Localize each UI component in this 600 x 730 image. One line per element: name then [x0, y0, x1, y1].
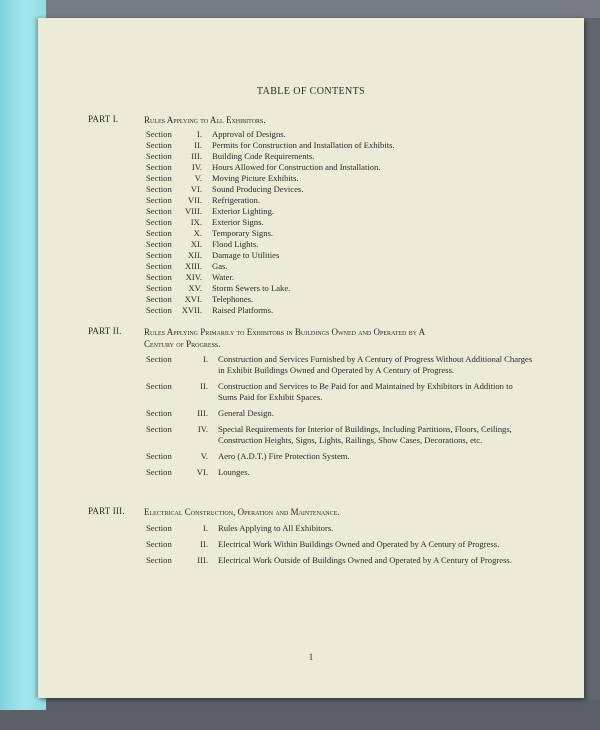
section-label: Section	[146, 217, 172, 227]
section-title: Electrical Work Within Buildings Owned and Operated by A Century of Progress.	[218, 539, 500, 549]
document-page	[38, 18, 584, 698]
toc-entry[interactable]	[146, 239, 395, 250]
part-2-title-line-2: Century of Progress.	[144, 339, 221, 349]
section-label: Section	[146, 140, 172, 150]
section-label: Section	[146, 272, 172, 282]
section-title: Gas.	[212, 261, 228, 271]
toc-entry[interactable]	[146, 305, 395, 316]
section-label: Section	[146, 354, 172, 364]
section-number: IV.	[197, 424, 208, 434]
backdrop-top	[0, 0, 600, 18]
section-title: Hours Allowed for Construction and Installation.	[212, 162, 381, 172]
part-2-title	[144, 326, 425, 350]
section-number: I.	[202, 354, 208, 364]
page-title: TABLE OF CONTENTS	[256, 86, 366, 97]
section-title: Flood Lights.	[212, 239, 259, 249]
section-label: Section	[146, 424, 172, 434]
section-label: Section	[146, 523, 172, 533]
section-title: Rules Applying to All Exhibitors.	[218, 523, 334, 533]
section-number: III.	[197, 555, 208, 565]
part-1-title: Rules Applying to All Exhibitors.	[144, 115, 266, 125]
toc-entry[interactable]	[146, 451, 566, 462]
section-title: Moving Picture Exhibits.	[212, 173, 299, 183]
section-number: XIV.	[185, 272, 202, 282]
part-2-number: PART II.	[88, 326, 122, 336]
section-title: Aero (A.D.T.) Fire Protection System.	[218, 451, 350, 461]
toc-entry[interactable]	[146, 184, 395, 195]
section-label: Section	[146, 539, 172, 549]
part-1-number: PART I.	[88, 114, 119, 124]
section-label: Section	[146, 173, 172, 183]
toc-entry[interactable]	[146, 173, 395, 184]
toc-entry[interactable]	[146, 294, 395, 305]
section-number: VI.	[190, 184, 202, 194]
toc-entry[interactable]	[146, 539, 566, 550]
section-label: Section	[146, 283, 172, 293]
toc-entry[interactable]	[146, 283, 395, 294]
section-title: Temporary Signs.	[212, 228, 273, 238]
section-title: Permits for Construction and Installation of Exhibits.	[212, 140, 395, 150]
section-number: V.	[194, 173, 202, 183]
toc-entry[interactable]	[146, 354, 566, 376]
section-number: XVI.	[184, 294, 202, 304]
toc-entry[interactable]	[146, 381, 566, 403]
section-label: Section	[146, 239, 172, 249]
section-label: Section	[146, 467, 172, 477]
section-number: V.	[200, 451, 208, 461]
toc-entry[interactable]	[146, 408, 566, 419]
section-label: Section	[146, 261, 172, 271]
section-label: Section	[146, 305, 172, 315]
toc-entry[interactable]	[146, 424, 566, 446]
backdrop-bottom	[0, 700, 600, 730]
part-1-heading	[88, 114, 266, 126]
section-title: Approval of Designs.	[212, 129, 286, 139]
section-number: X.	[193, 228, 202, 238]
section-number: III.	[191, 151, 202, 161]
part-3-number: PART III.	[88, 506, 125, 516]
page-number: 1	[308, 652, 314, 662]
section-number: II.	[200, 381, 208, 391]
section-title: Refrigeration.	[212, 195, 260, 205]
toc-entry[interactable]	[146, 217, 395, 228]
section-title: Damage to Utilities	[212, 250, 280, 260]
section-title: Construction and Services Furnished by A Century of Progress Without Additional Charges in Exhibit Buildings Owned and Operated by A Century of Progress.	[218, 354, 533, 375]
section-number: IV.	[191, 162, 202, 172]
section-title: Storm Sewers to Lake.	[212, 283, 291, 293]
section-number: VII.	[187, 195, 202, 205]
section-label: Section	[146, 184, 172, 194]
section-title: General Design.	[218, 408, 274, 418]
toc-entry[interactable]	[146, 467, 566, 478]
toc-entry[interactable]	[146, 250, 395, 261]
section-number: I.	[196, 129, 202, 139]
section-number: XVII.	[181, 305, 202, 315]
part-1-section-list	[146, 129, 395, 316]
toc-entry[interactable]	[146, 206, 395, 217]
section-title: Telephones.	[212, 294, 254, 304]
part-3-title: Electrical Construction, Operation and Maintenance.	[144, 507, 340, 517]
part-2-title-line-1: Rules Applying Primarily to Exhibitors in Buildings Owned and Operated by A	[144, 327, 426, 337]
part-3-heading	[88, 506, 340, 518]
section-title: Construction and Services to Be Paid for and Maintained by Exhibitors in Addition to Sums Paid for Exhibit Spaces.	[218, 381, 513, 402]
part-2-section-list	[146, 354, 566, 483]
section-number: IX.	[190, 217, 202, 227]
section-number: I.	[202, 523, 208, 533]
section-number: XV.	[188, 283, 202, 293]
section-label: Section	[146, 381, 172, 391]
section-title: Raised Platforms.	[212, 305, 274, 315]
toc-entry[interactable]	[146, 228, 395, 239]
section-title: Exterior Lighting.	[212, 206, 275, 216]
toc-entry[interactable]	[146, 555, 566, 566]
section-title: Water.	[212, 272, 234, 282]
toc-entry[interactable]	[146, 272, 395, 283]
section-title: Sound Producing Devices.	[212, 184, 304, 194]
section-number: VIII.	[185, 206, 202, 216]
part-2-heading	[88, 326, 558, 350]
toc-entry[interactable]	[146, 151, 395, 162]
section-number: VI.	[196, 467, 208, 477]
section-label: Section	[146, 151, 172, 161]
section-number: II.	[200, 539, 208, 549]
section-title: Lounges.	[218, 467, 250, 477]
section-number: XIII.	[185, 261, 202, 271]
section-number: XI.	[190, 239, 202, 249]
section-label: Section	[146, 408, 172, 418]
section-title: Special Requirements for Interior of Buildings, Including Partitions, Floors, Ceilings, Construction Heights, Signs, Lights, Railings, Show Cases, Decorations, etc.	[218, 424, 512, 445]
section-number: III.	[197, 408, 208, 418]
toc-entry[interactable]	[146, 195, 395, 206]
toc-entry[interactable]	[146, 140, 395, 151]
section-label: Section	[146, 195, 172, 205]
section-title: Building Code Requirements.	[212, 151, 315, 161]
toc-entry[interactable]	[146, 523, 566, 534]
toc-entry[interactable]	[146, 261, 395, 272]
section-number: XII.	[187, 250, 202, 260]
section-label: Section	[146, 129, 172, 139]
toc-entry[interactable]	[146, 129, 395, 140]
section-label: Section	[146, 555, 172, 565]
section-number: II.	[194, 140, 202, 150]
section-label: Section	[146, 451, 172, 461]
toc-entry[interactable]	[146, 162, 395, 173]
section-label: Section	[146, 206, 172, 216]
section-title: Exterior Signs.	[212, 217, 264, 227]
section-label: Section	[146, 250, 172, 260]
section-label: Section	[146, 228, 172, 238]
part-3-section-list	[146, 523, 566, 571]
section-label: Section	[146, 294, 172, 304]
section-title: Electrical Work Outside of Buildings Owned and Operated by A Century of Progress.	[218, 555, 512, 565]
section-label: Section	[146, 162, 172, 172]
